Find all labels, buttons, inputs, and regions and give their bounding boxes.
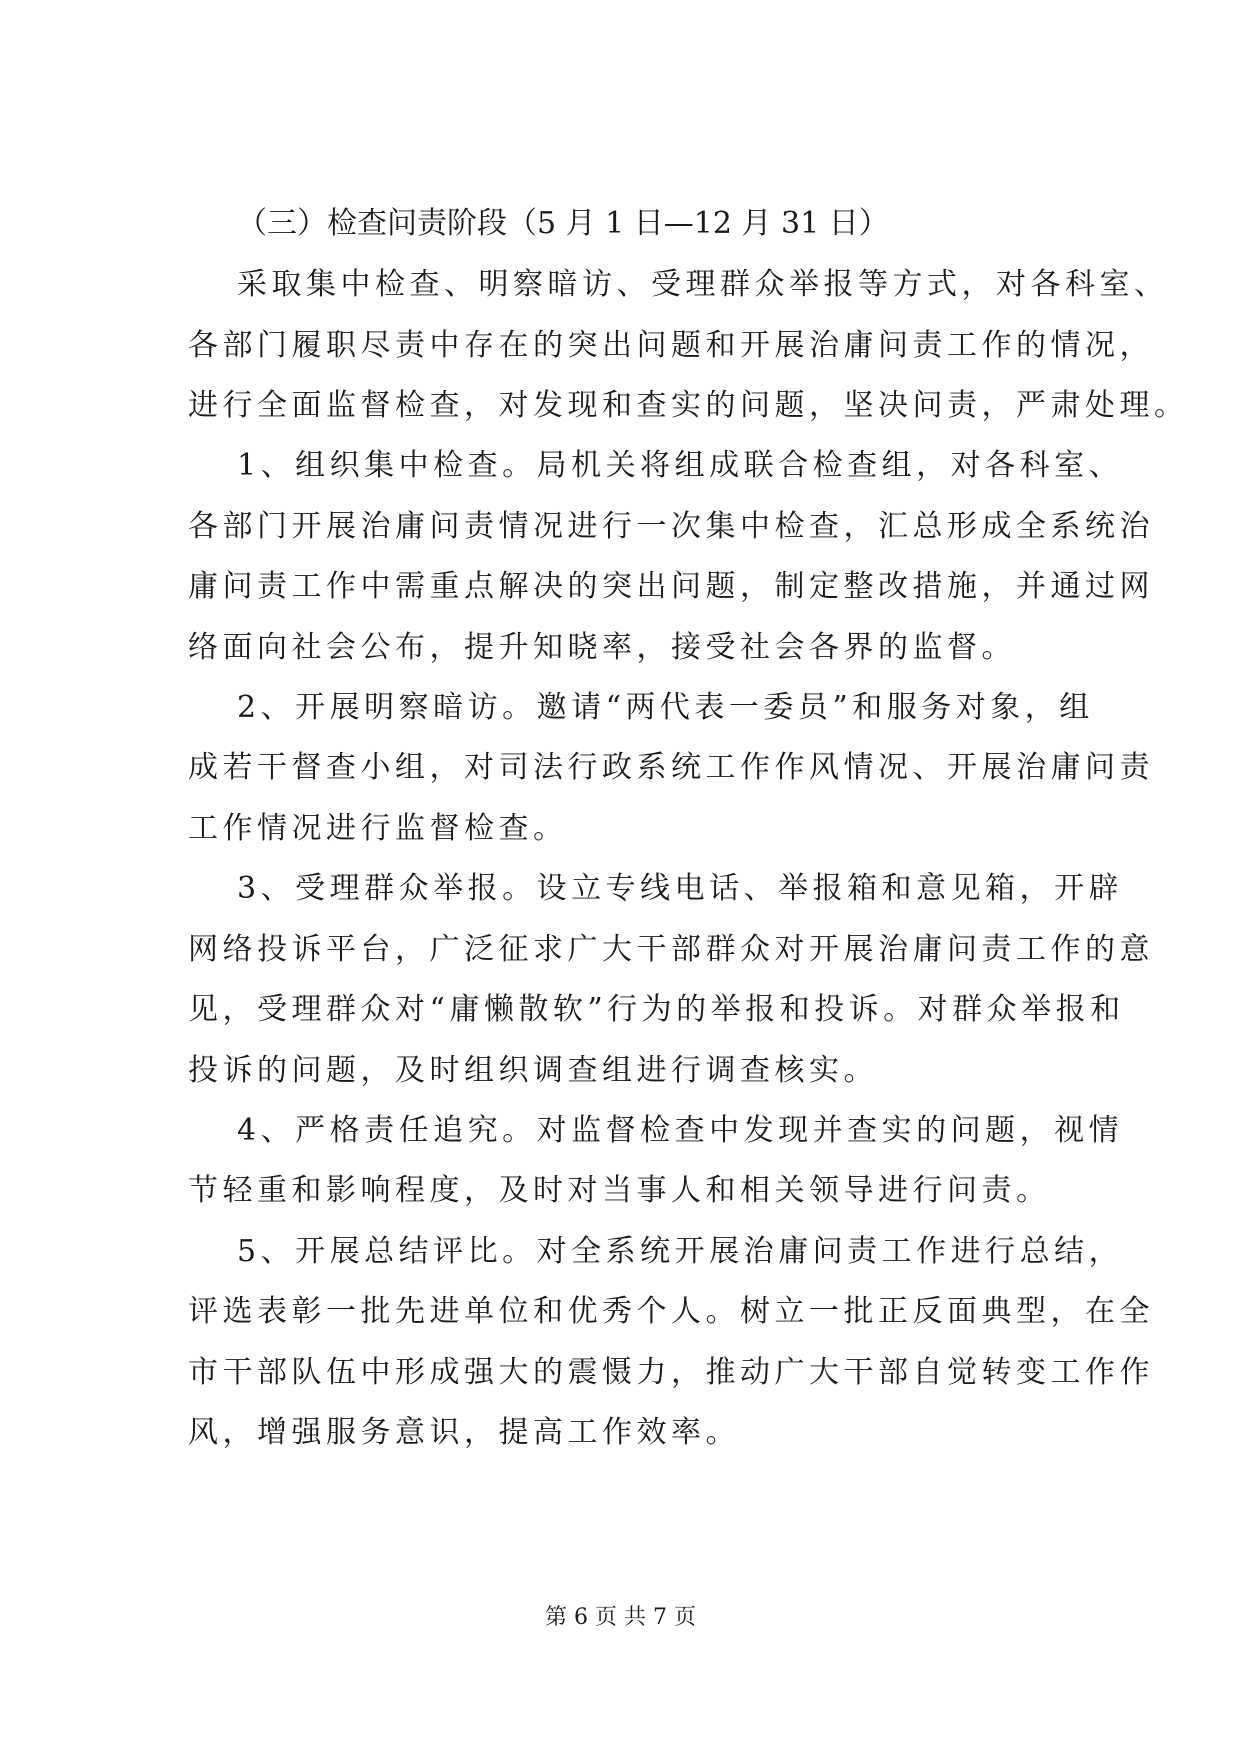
page-number-footer: 第 6 页 共 7 页 — [545, 1605, 696, 1630]
paragraph-1-line: 进行全面监督检查，对发现和查实的问题，坚决问责，严肃处理。 — [188, 388, 1189, 423]
paragraph-6-line: 5、开展总结评比。对全系统开展治庸问责工作进行总结， — [237, 1234, 1124, 1269]
section-heading: （三）检查问责阶段（5 月 1 日—12 月 31 日） — [237, 206, 889, 241]
paragraph-2-line: 庸问责工作中需重点解决的突出问题，制定整改措施，并通过网 — [188, 569, 1154, 604]
paragraph-4-line: 3、受理群众举报。设立专线电话、举报箱和意见箱，开辟 — [237, 871, 1124, 906]
paragraph-6-line: 风，增强服务意识，提高工作效率。 — [188, 1415, 740, 1450]
paragraph-2-line: 络面向社会公布，提升知晓率，接受社会各界的监督。 — [188, 630, 1016, 665]
paragraph-1-line: 采取集中检查、明察暗访、受理群众举报等方式，对各科室、 — [237, 267, 1169, 302]
paragraph-5-line: 节轻重和影响程度，及时对当事人和相关领导进行问责。 — [188, 1173, 1051, 1208]
paragraph-5-line: 4、严格责任追究。对监督检查中发现并查实的问题，视情 — [237, 1113, 1124, 1148]
paragraph-3-line: 工作情况进行监督检查。 — [188, 811, 568, 846]
paragraph-4-line: 见，受理群众对“庸懒散软”行为的举报和投诉。对群众举报和 — [188, 992, 1125, 1027]
paragraph-6-line: 市干部队伍中形成强大的震慑力，推动广大干部自觉转变工作作 — [188, 1355, 1154, 1390]
paragraph-2-line: 1、组织集中检查。局机关将组成联合检查组，对各科室、 — [237, 448, 1124, 483]
paragraph-1-line: 各部门履职尽责中存在的突出问题和开展治庸问责工作的情况， — [188, 328, 1154, 363]
paragraph-6-line: 评选表彰一批先进单位和优秀个人。树立一批正反面典型，在全 — [188, 1294, 1154, 1329]
paragraph-2-line: 各部门开展治庸问责情况进行一次集中检查，汇总形成全系统治 — [188, 509, 1154, 544]
paragraph-4-line: 网络投诉平台，广泛征求广大干部群众对开展治庸问责工作的意 — [188, 932, 1154, 967]
paragraph-3-line: 2、开展明察暗访。邀请“两代表一委员”和服务对象，组 — [237, 690, 1094, 725]
paragraph-3-line: 成若干督查小组，对司法行政系统工作作风情况、开展治庸问责 — [188, 750, 1154, 785]
paragraph-4-line: 投诉的问题，及时组织调查组进行调查核实。 — [188, 1053, 878, 1088]
